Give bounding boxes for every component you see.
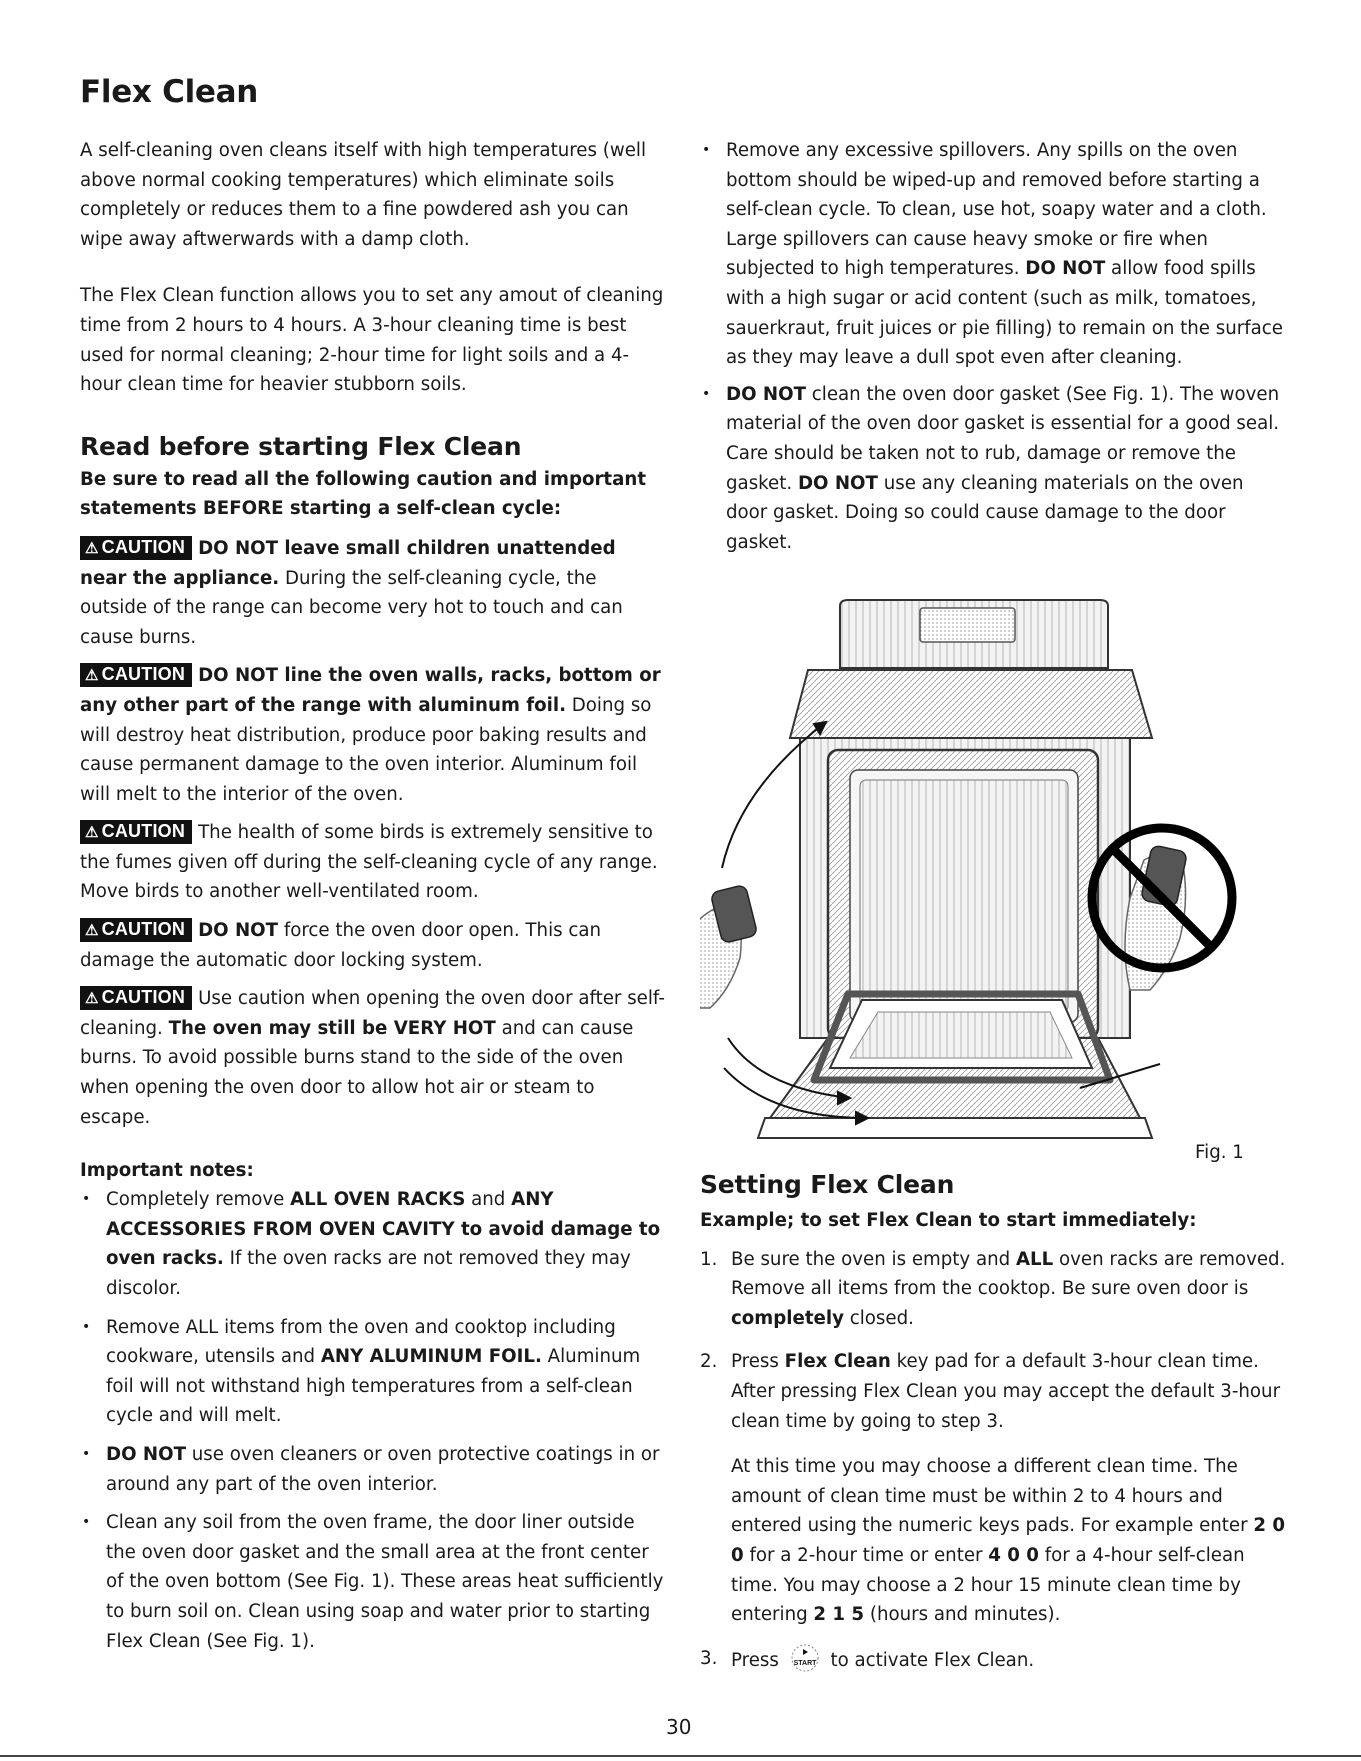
- intro-paragraph-1: A self-cleaning oven cleans itself with high temperatures (well above normal cooking temperatures) which eliminate soils completely or reduces them to a fine powdered ash you can wipe away aftwerwards with a damp cloth.: [80, 140, 647, 250]
- caution-4-text: force the oven door open. This can damage the automatic door locking system.: [80, 920, 602, 971]
- step-bold: 2 1 5: [813, 1604, 865, 1626]
- figure-label: Fig. 1: [1195, 1142, 1244, 1163]
- important-notes-heading: Important notes:: [80, 1160, 254, 1182]
- caution-2: [80, 661, 668, 809]
- note-text: Remove ALL items from the oven and cooktop including cookware, utensils and: [106, 1316, 616, 1368]
- step-number: 1.: [700, 1248, 718, 1270]
- note-text: Aluminum foil will not withstand high temperatures from a self-clean cycle and will melt.: [106, 1346, 641, 1427]
- step-text: Press: [731, 1351, 785, 1373]
- caution-2-bold: DO NOT line the oven walls, racks, bottom or any other part of the range with aluminum foil.: [80, 665, 661, 716]
- step-bold: ALL: [1015, 1248, 1054, 1270]
- intro-paragraph-2: The Flex Clean function allows you to set any amout of cleaning time from 2 hours to 4 hours. A 3-hour cleaning time is best used for normal cleaning; 2-hour time for light soils and a 4-hour clean time for heavier stubborn soils.: [80, 285, 664, 396]
- step-number: 3.: [700, 1647, 718, 1669]
- note-text: and: [465, 1189, 512, 1211]
- warning-triangle-icon: ⚠: [85, 922, 99, 940]
- step-text: Be sure the oven is empty and: [731, 1248, 1016, 1270]
- caution-badge: [80, 536, 192, 560]
- step-bold: completely: [731, 1307, 844, 1329]
- note-bold: DO NOT: [106, 1443, 186, 1465]
- step-bold: 4 0 0: [988, 1544, 1039, 1566]
- step-text: Press: [731, 1649, 785, 1671]
- caution-4: [80, 916, 668, 975]
- list-item: [700, 1347, 1290, 1629]
- note-text: Remove any excessive spillovers. Any spills on the oven bottom should be wiped-up and removed before starting a self-clean cycle. To clean, use hot, soapy water and a cloth. Large spillovers can cause heavy smoke or fire when subjected to high temperatures.: [726, 140, 1267, 280]
- note-bold: DO NOT: [726, 383, 806, 405]
- caution-1: [80, 534, 668, 652]
- caution-4-bold: DO NOT: [198, 920, 279, 942]
- hand-sponge-left: [700, 884, 758, 1008]
- step-text: At this time you may choose a different clean time. The amount of clean time must be within 2 to 4 hours and entered using the numeric keys pads. For example enter: [731, 1456, 1254, 1537]
- page-number: 30: [666, 1715, 692, 1739]
- step-text: for a 4-hour self-clean time. You may choose a 2 hour 15 minute clean time by entering: [731, 1544, 1245, 1626]
- caution-3-text: The health of some birds is extremely sensitive to the fumes given off during the self-cleaning cycle of any range. Move birds to another well-ventilated room.: [80, 822, 658, 903]
- start-key-icon: [788, 1644, 822, 1672]
- caution-badge-label: CAUTION: [101, 987, 186, 1008]
- page-title: Flex Clean: [80, 74, 259, 110]
- step-text: closed.: [843, 1307, 914, 1329]
- list-item: [80, 1508, 668, 1656]
- caution-badge-label: CAUTION: [101, 821, 186, 842]
- left-column: [80, 136, 668, 1665]
- list-item: [80, 1313, 668, 1431]
- note-text: use oven cleaners or oven protective coatings in or around any part of the oven interior.: [106, 1443, 660, 1495]
- caution-5-bold: The oven may still be VERY HOT: [168, 1017, 496, 1039]
- caution-badge: [80, 820, 192, 844]
- step-bold: Flex Clean: [784, 1351, 891, 1373]
- list-item: [700, 1644, 1290, 1676]
- caution-5-text: and can cause burns. To avoid possible burns stand to the side of the oven when opening the oven door to allow hot air or steam to escape.: [80, 1017, 634, 1128]
- note-bold: DO NOT: [797, 472, 878, 494]
- important-notes-list-continued: [700, 136, 1290, 557]
- read-before-heading: Read before starting Flex Clean: [80, 431, 522, 461]
- note-text: Completely remove: [106, 1189, 291, 1211]
- caution-1-text: During the self-cleaning cycle, the outside of the range can become very hot to touch and can cause burns.: [80, 567, 623, 648]
- setting-flex-clean-section: [700, 1168, 1290, 1689]
- important-notes-list: [80, 1185, 668, 1656]
- note-text: allow food spills with a high sugar or acid content (such as milk, tomatoes, sauerkraut, fruit juices or pie filling) to remain on the surface as they may leave a dull spot even after cleaning.: [726, 258, 1283, 369]
- note-bold: ANY ACCESSORIES FROM OVEN CAVITY to avoid damage to oven racks.: [106, 1189, 661, 1270]
- note-text: clean the oven door gasket (See Fig. 1). The woven material of the oven door gasket is essential for a good seal. Care should be taken not to rub, damage or remove the gasket.: [726, 383, 1280, 494]
- caution-badge-label: CAUTION: [101, 536, 186, 557]
- step-text: (hours and minutes).: [864, 1604, 1061, 1626]
- setting-heading: Setting Flex Clean: [700, 1170, 955, 1199]
- caution-3: [80, 818, 668, 907]
- caution-1-bold: DO NOT leave small children unattended near the appliance.: [80, 537, 616, 589]
- note-text: Clean any soil from the oven frame, the door liner outside the oven door gasket and the small area at the front center of the oven bottom (See Fig. 1). These areas heat sufficiently to burn soil on. Clean using soap and water prior to starting Flex Clean (See Fig. 1).: [106, 1512, 664, 1652]
- note-text: If the oven racks are not removed they may discolor.: [106, 1248, 631, 1299]
- caution-badge: [80, 986, 192, 1010]
- list-item: [700, 380, 1290, 558]
- read-before-lead: Be sure to read all the following caution and important statements BEFORE starting a self-clean cycle:: [80, 468, 647, 520]
- caution-2-text: Doing so will destroy heat distribution, produce poor baking results and cause permanent damage to the oven interior. Aluminum foil will melt to the interior of the oven.: [80, 694, 652, 805]
- note-text: use any cleaning materials on the oven door gasket. Doing so could cause damage to the door gasket.: [726, 472, 1244, 553]
- step-text: to activate Flex Clean.: [824, 1649, 1035, 1671]
- list-item: [80, 1440, 668, 1499]
- step-text: key pad for a default 3-hour clean time. After pressing Flex Clean you may accept the default 3-hour clean time by going to step 3.: [731, 1351, 1281, 1432]
- right-column: [700, 136, 1290, 564]
- caution-badge: [80, 918, 192, 942]
- list-item: [80, 1185, 668, 1303]
- oven-figure: [700, 598, 1300, 1158]
- warning-triangle-icon: ⚠: [85, 824, 99, 842]
- step-text: oven racks are removed. Remove all items from the cooktop. Be sure oven door is: [731, 1248, 1286, 1300]
- note-bold: ANY ALUMINUM FOIL.: [320, 1346, 542, 1368]
- start-key-label: START: [793, 1659, 817, 1667]
- caution-badge-label: CAUTION: [101, 664, 186, 685]
- cooktop: [790, 670, 1152, 738]
- list-item: [700, 1245, 1290, 1334]
- bottom-rule: [0, 1755, 1361, 1757]
- note-bold: ALL OVEN RACKS: [290, 1189, 466, 1211]
- setting-lead: Example; to set Flex Clean to start immediately:: [700, 1210, 1197, 1231]
- oven-backguard: [840, 600, 1108, 668]
- warning-triangle-icon: ⚠: [85, 667, 99, 685]
- note-bold: DO NOT: [1025, 258, 1106, 280]
- step-bold: 2 0 0: [731, 1515, 1286, 1566]
- step-text: for a 2-hour time or enter: [743, 1544, 989, 1566]
- step-number: 2.: [700, 1351, 718, 1373]
- caution-badge: [80, 663, 192, 687]
- warning-triangle-icon: ⚠: [85, 990, 99, 1008]
- caution-5: [80, 984, 668, 1132]
- step-2-subparagraph: [731, 1452, 1290, 1630]
- caution-badge-label: CAUTION: [101, 919, 186, 940]
- setting-steps: [700, 1245, 1290, 1676]
- caution-5-pre: Use caution when opening the oven door after self-cleaning.: [80, 988, 665, 1039]
- list-item: [700, 136, 1290, 373]
- warning-triangle-icon: ⚠: [85, 539, 99, 557]
